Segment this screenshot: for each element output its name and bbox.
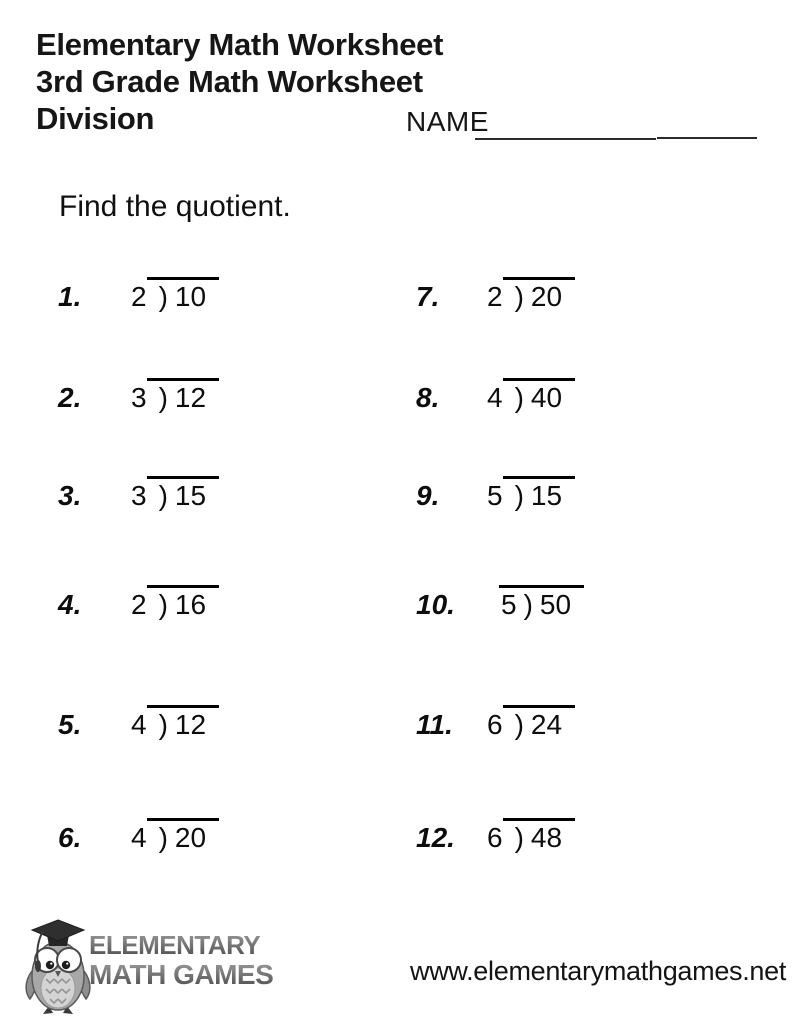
division-bracket-overline <box>147 378 219 414</box>
divisor: 6 <box>487 709 503 740</box>
division-problem <box>131 378 219 414</box>
divisor: 3 <box>131 480 147 511</box>
dividend: 20 <box>174 822 207 853</box>
problem-number: 11. <box>416 709 453 740</box>
division-problem <box>487 818 575 854</box>
dividend: 12 <box>174 382 207 413</box>
division-bracket-overline <box>503 705 575 741</box>
division-bracket-overline <box>147 818 219 854</box>
divisor: 4 <box>131 822 147 853</box>
division-bracket-overline <box>503 476 575 512</box>
website-url: www.elementarymathgames.net <box>410 956 787 986</box>
division-problem <box>487 705 575 741</box>
problem-number: 2. <box>58 382 82 413</box>
division-bracket: ) <box>514 822 524 853</box>
divisor: 2 <box>131 589 147 620</box>
division-bracket-overline <box>499 585 584 621</box>
division-problem <box>487 277 575 313</box>
division-problem <box>131 818 219 854</box>
division-problem <box>131 585 219 621</box>
division-bracket-overline <box>147 476 219 512</box>
dividend: 50 <box>539 589 572 620</box>
logo-text-line1: ELEMENTARY <box>89 930 273 960</box>
dividend: 16 <box>174 589 207 620</box>
problem-number: 9. <box>416 480 440 511</box>
instruction-text: Find the quotient. <box>59 190 291 223</box>
division-bracket: ) <box>514 382 524 413</box>
logo-wordmark <box>89 930 273 990</box>
divisor: 2 <box>487 281 503 312</box>
division-bracket: ) <box>514 281 524 312</box>
division-problem <box>131 705 219 741</box>
dividend: 24 <box>530 709 563 740</box>
division-bracket: ) <box>158 480 168 511</box>
name-blank-line-segment <box>657 137 757 139</box>
problem-number: 4. <box>58 589 82 620</box>
problem-number: 6. <box>58 822 82 853</box>
division-problem <box>131 277 219 313</box>
division-bracket-overline <box>503 378 575 414</box>
division-problem <box>499 585 584 621</box>
worksheet-title: Elementary Math Worksheet <box>36 27 444 62</box>
logo-text-line2: MATH GAMES <box>89 959 274 990</box>
divisor: 5 <box>501 589 517 620</box>
dividend: 10 <box>174 281 207 312</box>
worksheet-subject: Division <box>36 101 155 136</box>
dividend: 15 <box>174 480 207 511</box>
problem-number: 3. <box>58 480 82 511</box>
division-problem <box>487 476 575 512</box>
divisor: 2 <box>131 281 147 312</box>
divisor: 4 <box>487 382 503 413</box>
worksheet-grade-title: 3rd Grade Math Worksheet <box>36 64 423 99</box>
division-bracket-overline <box>503 818 575 854</box>
dividend: 40 <box>530 382 563 413</box>
division-problem <box>487 378 575 414</box>
division-problem <box>131 476 219 512</box>
name-blank-line <box>475 138 656 140</box>
division-bracket: ) <box>158 822 168 853</box>
division-bracket-overline <box>503 277 575 313</box>
owl-graduation-cap-icon <box>25 918 91 1014</box>
divisor: 3 <box>131 382 147 413</box>
divisor: 6 <box>487 822 503 853</box>
problem-number: 1. <box>58 281 82 312</box>
division-bracket: ) <box>158 382 168 413</box>
division-bracket: ) <box>514 480 524 511</box>
dividend: 20 <box>530 281 563 312</box>
division-bracket-overline <box>147 585 219 621</box>
division-bracket: ) <box>514 709 524 740</box>
problem-number: 7. <box>416 281 440 312</box>
division-bracket: ) <box>158 281 168 312</box>
division-bracket: ) <box>158 709 168 740</box>
divisor: 5 <box>487 480 503 511</box>
problem-number: 8. <box>416 382 440 413</box>
problem-number: 10. <box>416 589 455 620</box>
divisor: 4 <box>131 709 147 740</box>
dividend: 15 <box>530 480 563 511</box>
division-bracket-overline <box>147 277 219 313</box>
problem-number: 5. <box>58 709 82 740</box>
dividend: 48 <box>530 822 563 853</box>
name-label: NAME <box>406 106 489 137</box>
dividend: 12 <box>174 709 207 740</box>
division-bracket: ) <box>523 589 533 620</box>
problem-number: 12. <box>416 822 455 853</box>
division-bracket: ) <box>158 589 168 620</box>
division-bracket-overline <box>147 705 219 741</box>
